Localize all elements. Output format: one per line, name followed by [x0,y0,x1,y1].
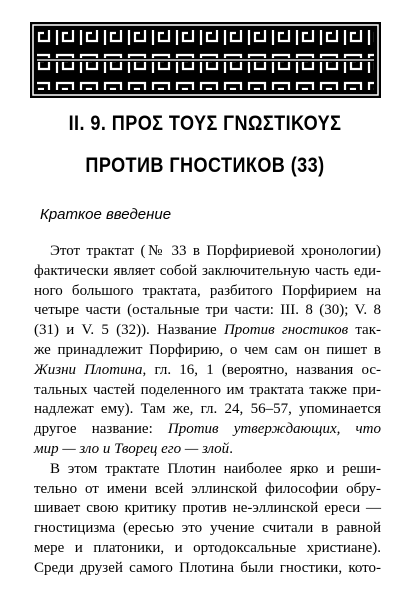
text-line: Этот трактат (№ 33 в Порфириевой хронологии) [50,243,381,259]
body-text [34,242,381,579]
text-segment: так- [348,322,381,339]
section-subtitle: Краткое введение [40,206,172,223]
text-segment: (31) и V. 5 (32)). Название [34,322,224,339]
text-line [34,440,381,460]
meander-border [30,22,381,98]
text-line: мере и платоники, и ортодоксальные христиане). [34,539,381,556]
chapter-title-greek: II. 9. ΠΡΟΣ ΤΟΥΣ ΓΝΩΣΤΙΚΟΥΣ [68,112,342,135]
text-segment: , гл. 16, 1 (вероятно, названия ос- [142,361,381,378]
italic-title: Против гностиков [223,322,349,339]
text-line: тельно от имени всей эллинской философии обру- [34,480,381,497]
greek-key-ornament [30,22,381,98]
paragraph-critique [34,460,381,579]
text-line: шивает свою критику против не-эллинской ереси — [34,500,381,517]
text-line: гностицизма (ересью это учение считали в равной [34,520,381,537]
text-segment: . [229,440,233,457]
text-line [34,361,381,381]
text-line [34,420,381,440]
text-line [34,321,381,341]
chapter-title-russian: ПРОТИВ ГНОСТИКОВ (33) [85,154,325,177]
text-line: же принадлежит Порфирию, о чем сам он пишет в [34,341,381,358]
text-line: Среди друзей самого Плотина были гностики, кото- [34,559,381,576]
text-line: четыре части (остальные три части: III. 8 (30); V. 8 [34,302,381,319]
italic-title: мир — зло и Творец его — злой [34,440,230,457]
text-line: тальных частей поделенного им трактата также при- [34,381,381,398]
text-line: надлежат ему). Там же, гл. 24, 56–57, упоминается [34,401,381,418]
paragraph-intro [34,242,381,460]
text-line: В этом трактате Плотин наиболее ярко и реши- [50,460,381,477]
text-line: фактически являет собой заключительную часть еди- [34,262,381,279]
text-segment: другое название: [34,421,168,438]
italic-title: Против утверждающих, что [167,421,381,438]
italic-title: Жизни Плотина [34,361,143,378]
text-line: ного большого трактата, разбитого Порфирием на [34,282,381,299]
